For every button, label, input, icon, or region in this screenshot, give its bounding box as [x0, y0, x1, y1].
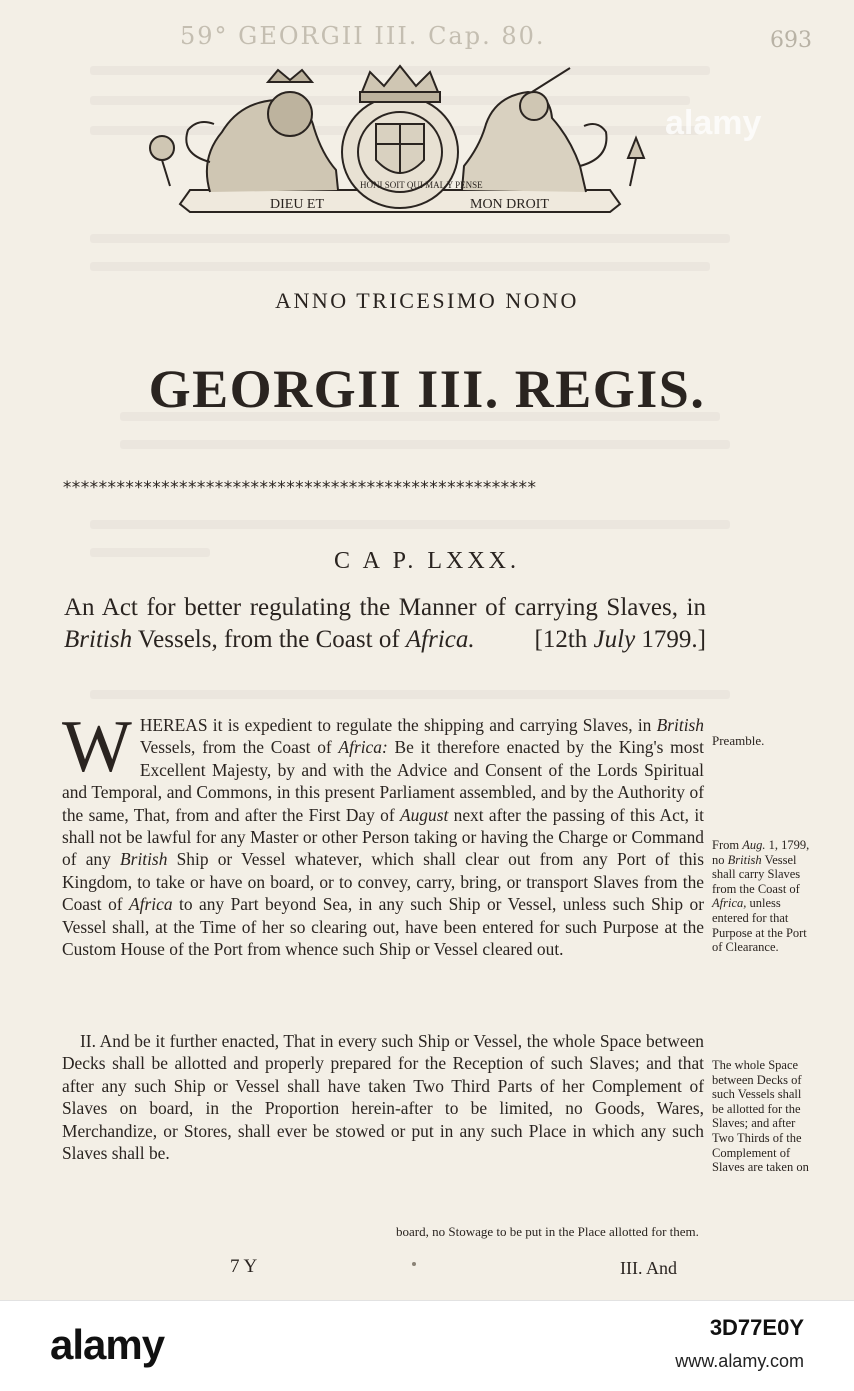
paragraph-section-2: II. And be it further enacted, That in every such Ship or Vessel, the whole Space between Decks shall be allotted and properly prepared for the Reception of such Slaves; and that after any such Ship or Vessel shall have taken Two Third Parts of her Complement of Slaves on board, in the Proportion herein-after to be limited, no Goods, Wares, Merchandize, or Stores, shall ever be stowed or put in any such Place in which any such Slaves shall be.: [62, 1031, 704, 1164]
act-title: [64, 592, 706, 656]
page-number: 693: [770, 28, 812, 53]
regis-heading: GEORGII III. REGIS.: [148, 359, 706, 419]
coat-of-arms-icon: [140, 62, 660, 222]
site-url[interactable]: www.alamy.com: [675, 1351, 804, 1371]
catchword: III. And: [620, 1258, 677, 1278]
title-british: British: [64, 626, 133, 653]
margin-note-continuation: board, no Stowage to be put in the Place allotted for them.: [396, 1224, 699, 1239]
title-africa: Africa.: [405, 626, 475, 653]
asterisk-rule: *****************************************************: [62, 478, 536, 498]
title-text-1: An Act for better regulating the Manner of carrying Slaves, in: [64, 594, 706, 621]
image-id: 3D77E0Y: [709, 1315, 804, 1340]
drop-cap: W: [62, 706, 132, 788]
royal-coat-of-arms: [140, 62, 660, 222]
motto-right: MON DROIT: [470, 197, 549, 212]
stock-footer-bar: [0, 1300, 854, 1391]
watermark-right: alamy: [665, 104, 762, 142]
alamy-logo[interactable]: alamy: [50, 1321, 165, 1368]
ghost-header: 59° GEORGII III. Cap. 80.: [180, 22, 546, 50]
anno-heading: ANNO TRICESIMO NONO: [275, 288, 579, 313]
ornament-dot: [412, 1262, 416, 1266]
act-date: [12th July 1799.]: [534, 626, 706, 653]
title-text-2: Vessels, from the Coast of: [132, 626, 406, 653]
garter-motto: HONI SOIT QUI MAL Y PENSE: [360, 180, 483, 190]
chapter-number: C A P. LXXX.: [333, 548, 521, 574]
paragraph-preamble: WHEREAS it is expedient to regulate the shipping and carrying Slaves, in British Vessels, from the Coast of Africa: Be it therefore enacted by the King's most Excellent Majesty, by and with the Advice and Consent of the Lords Spiritual and Temporal, and Commons, in this present Parliament assembled, and by the Authority of the same, That, from and after the First Day of August next after the passing of this Act, it shall not be lawful for any Master or other Person taking or having the Charge or Command of any British Ship or Vessel whatever, which shall clear out from any Port of this Kingdom, to take or have on board, or to convey, carry, bring, or transport Slaves from the Coast of Africa to any Part beyond Sea, in any such Ship or Vessel, unless such Ship or Vessel shall, at the Time of her so clearing out, have been entered for such Purpose at the Custom House of the Port from whence such Ship or Vessel cleared out.: [62, 706, 705, 960]
margin-note-preamble: Preamble.: [712, 733, 765, 748]
motto-left: DIEU ET: [270, 197, 325, 212]
signature-mark: 7 Y: [230, 1256, 258, 1277]
margin-note-space: The whole Space between Decks of such Vessels shall be allotted for the Slaves; and after Two Thirds of the Complement of Slaves are taken on: [712, 1058, 809, 1175]
margin-note-clearance: From Aug. 1, 1799, no British Vessel shall carry Slaves from the Coast of Africa, unless entered for that Purpose at the Port of Clearance.: [712, 838, 810, 955]
